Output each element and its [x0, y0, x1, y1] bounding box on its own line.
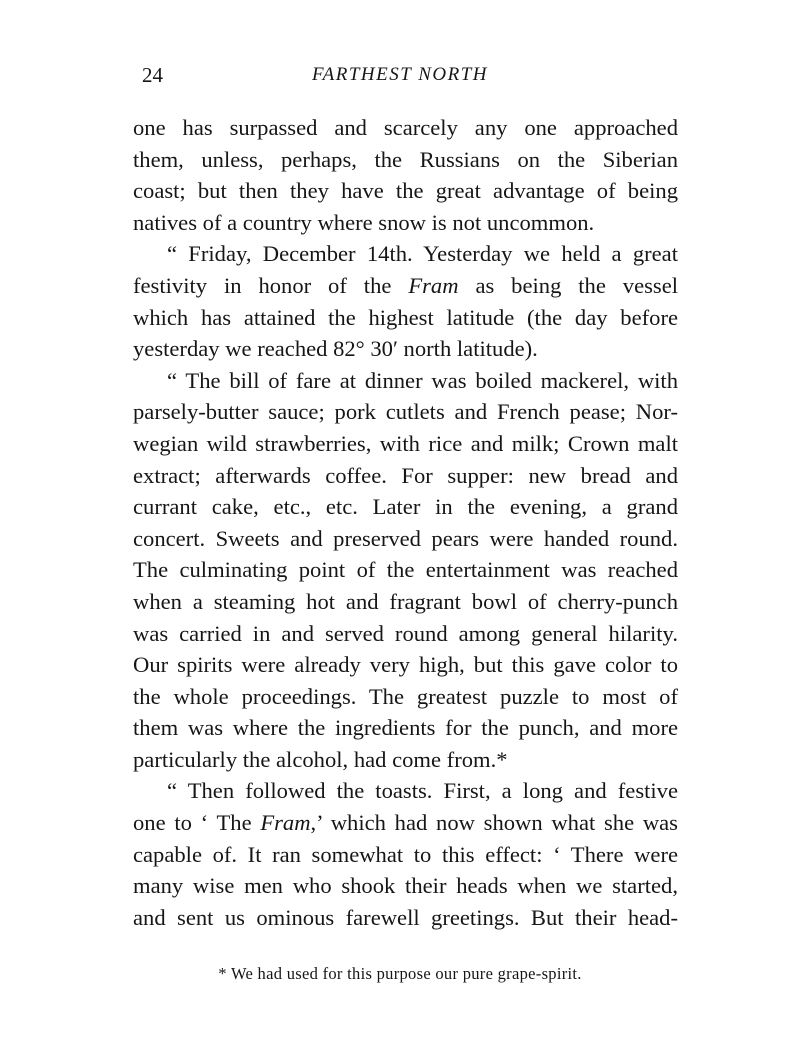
text-line: when a steaming hot and fragrant bowl of cherry-punch	[133, 588, 678, 614]
running-title: FARTHEST NORTH	[311, 64, 489, 85]
text-line: which has attained the highest latitude (the day before	[133, 304, 678, 330]
page-number: 24	[142, 63, 163, 87]
text-line: particularly the alcohol, had come from.*	[133, 746, 508, 772]
text-line: them was where the ingredients for the punch, and more	[133, 715, 678, 741]
footnote: * We had used for this purpose our pure grape-spirit.	[218, 964, 582, 983]
text-line: “ Then followed the toasts. First, a long and festive	[167, 778, 678, 804]
body-text	[133, 112, 678, 933]
text-line: capable of. It ran somewhat to this effect: ‘ There were	[133, 841, 678, 867]
text-line: Our spirits were already very high, but this gave color to	[133, 652, 678, 678]
text-line: natives of a country where snow is not uncommon.	[133, 209, 595, 235]
text-line: one has surpassed and scarcely any one approached	[133, 115, 678, 140]
text-line: wegian wild strawberries, with rice and milk; Crown malt	[133, 430, 678, 456]
text-line: them, unless, perhaps, the Russians on the Siberian	[133, 146, 678, 172]
text-line: concert. Sweets and preserved pears were handed round.	[133, 525, 678, 551]
text-line: coast; but then they have the great advantage of being	[133, 178, 678, 204]
text-line: parsely-butter sauce; pork cutlets and French pease; Nor-	[133, 399, 678, 425]
text-line: yesterday we reached 82° 30′ north latitude).	[133, 336, 538, 362]
text-line: was carried in and served round among general hilarity.	[133, 620, 678, 646]
text-line: The culminating point of the entertainment was reached	[133, 557, 678, 583]
ship-name-italic: Fram	[408, 272, 459, 298]
text-line: “ Friday, December 14th. Yesterday we held a great	[167, 241, 678, 267]
text-line: and sent us ominous farewell greetings. But their head-	[133, 904, 678, 930]
text-line: extract; afterwards coffee. For supper: new bread and	[133, 462, 678, 488]
text-line-fram: one to ‘ The Fram,’ which had now shown what she was	[133, 810, 678, 836]
text-line: many wise men who shook their heads when we started,	[133, 873, 678, 899]
text-line: “ The bill of fare at dinner was boiled mackerel, with	[167, 367, 678, 393]
text-line: currant cake, etc., etc. Later in the evening, a grand	[133, 494, 678, 520]
text-line-fram: festivity in honor of the Fram as being the vessel	[133, 272, 679, 298]
running-head	[0, 60, 800, 90]
text-line: the whole proceedings. The greatest puzzle to most of	[133, 683, 678, 709]
ship-name-italic: Fram	[260, 810, 311, 836]
